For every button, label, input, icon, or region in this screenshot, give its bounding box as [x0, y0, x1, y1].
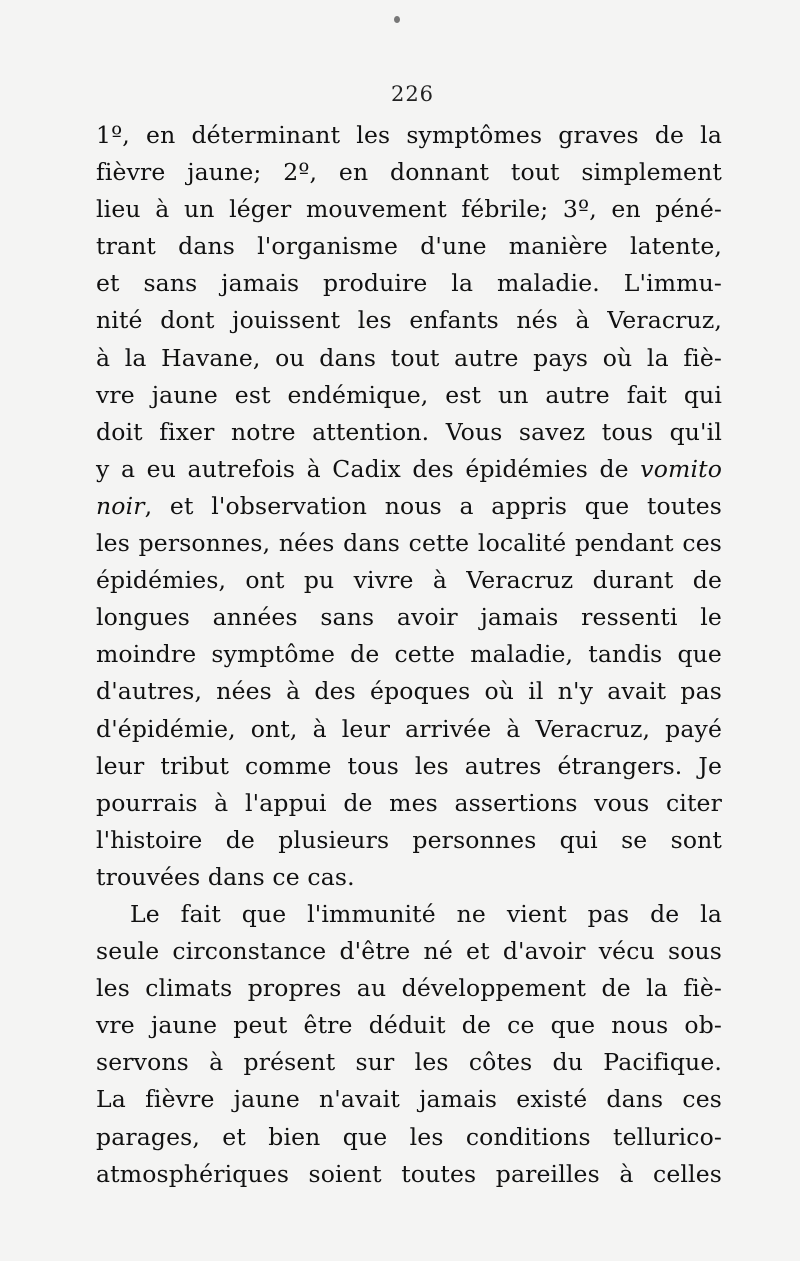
text-line: trant dans l'organisme d'une manière latente, — [96, 232, 722, 261]
text-line: pourrais à l'appui de mes assertions vous citer — [96, 788, 722, 817]
text-line: noir, et l'observation nous a appris que toutes — [96, 491, 722, 520]
text-line: trouvées dans ce cas. — [96, 862, 355, 891]
body-text — [96, 117, 722, 1193]
text-line: Le fait que l'immunité ne vient pas de la — [130, 899, 722, 928]
text-line: parages, et bien que les conditions tellurico- — [96, 1122, 722, 1151]
ink-speck — [394, 16, 400, 23]
italic-term: noir — [96, 491, 145, 520]
text-line: épidémies, ont pu vivre à Veracruz durant de — [96, 566, 722, 595]
text-line: leur tribut comme tous les autres étrangers. Je — [96, 751, 722, 780]
paragraph-1 — [96, 117, 722, 896]
text-line: servons à présent sur les côtes du Pacifique. — [96, 1048, 722, 1077]
text-line: 1º, en déterminant les symptômes graves de la — [96, 121, 722, 149]
text-line: fièvre jaune; 2º, en donnant tout simplement — [96, 158, 722, 187]
text-line: lieu à un léger mouvement fébrile; 3º, en péné- — [96, 195, 722, 224]
text-line: moindre symptôme de cette maladie, tandis que — [96, 640, 722, 669]
text-line: à la Havane, ou dans tout autre pays où la fiè- — [96, 343, 722, 372]
text-line: vre jaune est endémique, est un autre fait qui — [96, 380, 722, 409]
text-line: nité dont jouissent les enfants nés à Veracruz, — [96, 306, 722, 335]
text-line: longues années sans avoir jamais ressenti le — [96, 603, 722, 632]
text-line: les climats propres au développement de la fiè- — [96, 974, 722, 1003]
text-line: l'histoire de plusieurs personnes qui se sont — [96, 825, 722, 854]
text-line: La fièvre jaune n'avait jamais existé dans ces — [96, 1085, 722, 1114]
text-line: seule circonstance d'être né et d'avoir vécu sous — [96, 937, 722, 966]
text-line: les personnes, nées dans cette localité pendant ces — [96, 529, 722, 558]
paragraph-2 — [96, 896, 722, 1193]
text-line: doit fixer notre attention. Vous savez tous qu'il — [96, 417, 722, 446]
page-number: 226 — [390, 82, 435, 106]
text-line: d'épidémie, ont, à leur arrivée à Veracruz, payé — [96, 714, 722, 743]
text-line: d'autres, nées à des époques où il n'y avait pas — [96, 677, 722, 706]
text-line: vre jaune peut être déduit de ce que nous ob- — [96, 1011, 722, 1040]
text-line: et sans jamais produire la maladie. L'immu- — [96, 269, 722, 298]
text-line: y a eu autrefois à Cadix des épidémies de vomito — [96, 454, 722, 483]
text-line: atmosphériques soient toutes pareilles à celles — [96, 1159, 722, 1188]
italic-term: vomito — [640, 454, 722, 483]
